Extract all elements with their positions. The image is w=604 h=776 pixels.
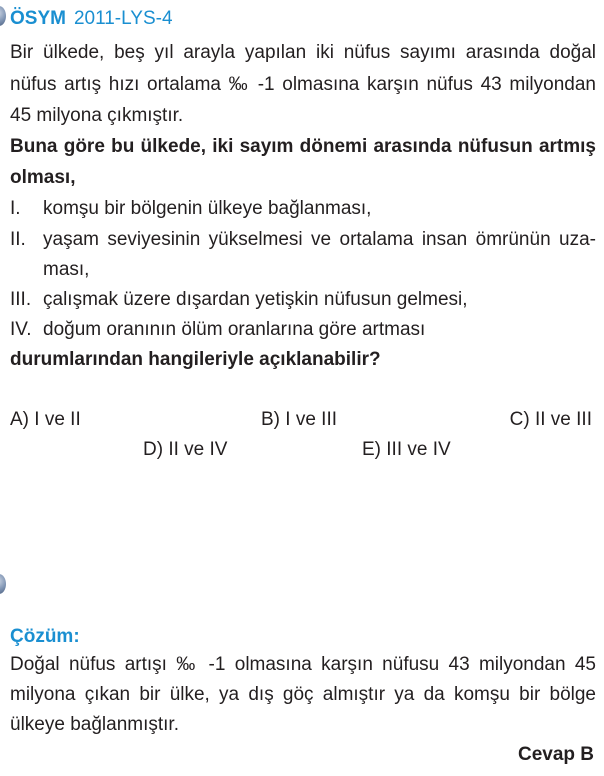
- statement-number: II.: [10, 229, 26, 250]
- statement-text: yaşam seviyesinin yükselmesi ve ortalama insan ömrünün uza-: [43, 229, 596, 250]
- question-closing: durumlarından hangileriyle açıklanabilir?: [10, 349, 381, 370]
- statement-text: çalışmak üzere dışardan yetişkin nüfusun gelmesi,: [43, 289, 468, 310]
- solution-line-1: Doğal nüfus artışı ‰ -1 olmasına karşın nüfusu 43 milyondan 45: [10, 654, 596, 675]
- option-c[interactable]: C) II ve III: [509, 409, 592, 430]
- option-b[interactable]: B) I ve III: [261, 409, 338, 430]
- source-label: ÖSYM: [10, 8, 66, 29]
- statement-number: I.: [10, 198, 21, 219]
- question-stem-line-3: 45 milyona çıkmıştır.: [10, 105, 184, 126]
- question-prompt-line-1: Buna göre bu ülkede, iki sayım dönemi arasında nüfusun artmış: [10, 136, 596, 157]
- option-d[interactable]: D) II ve IV: [143, 439, 228, 460]
- statement-text: komşu bir bölgenin ülkeye bağlanması,: [43, 198, 372, 219]
- solution-line-2: milyona çıkan bir ülke, ya dış göç almıştır ya da komşu bir bölge: [10, 684, 596, 705]
- solution-title: Çözüm:: [10, 626, 80, 647]
- answer-label: Cevap B: [517, 744, 594, 765]
- option-e[interactable]: E) III ve IV: [362, 439, 451, 460]
- statement-text: doğum oranının ölüm oranlarına göre artması: [43, 319, 426, 340]
- option-a[interactable]: A) I ve II: [10, 409, 81, 430]
- solution-line-3: ülkeye bağlanmıştır.: [10, 714, 179, 735]
- statement-text: ması,: [43, 259, 90, 280]
- statement-number: III.: [10, 289, 32, 310]
- question-marker-icon: [0, 6, 6, 26]
- exam-code: 2011-LYS-4: [73, 8, 173, 29]
- question-prompt-line-2: olması,: [10, 167, 76, 188]
- statement-number: IV.: [10, 319, 32, 340]
- question-stem-line-2: nüfus artış hızı ortalama ‰ -1 olmasına karşın nüfus 43 milyondan: [10, 74, 596, 95]
- question-stem-line-1: Bir ülkede, beş yıl arayla yapılan iki nüfus sayımı arasında doğal: [10, 42, 596, 63]
- question-header: [10, 8, 173, 30]
- solution-marker-icon: [0, 574, 6, 594]
